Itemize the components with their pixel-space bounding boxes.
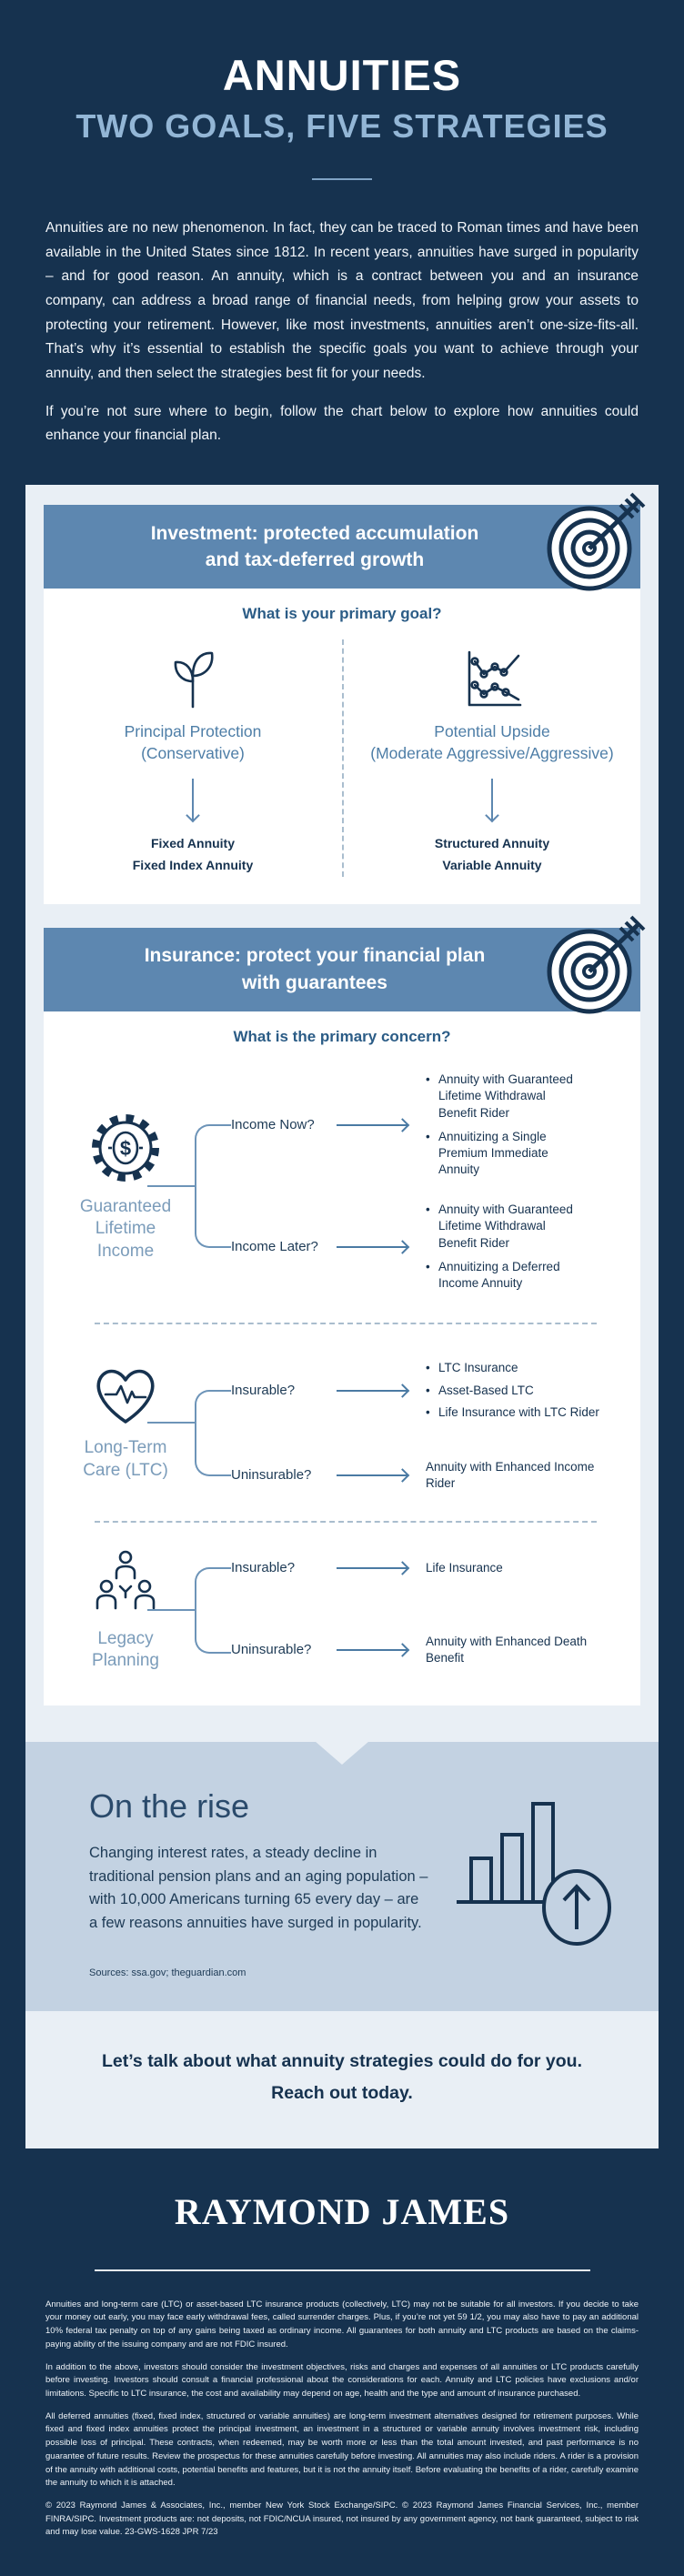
cta-section — [25, 2011, 659, 2148]
disclaimer-paragraph: Annuities and long-term care (LTC) or asset-based LTC insurance products (collectively, LTC) may not be suitable for all investors. If you decide to take your money out early, you may face early withdrawal fees, called surrender charges. Plus, if you’re not yet 59 1/2, you may also have to pay an additional 10% federal tax penalty on top of any gains being taxed as ordinary income. All guarantees for both annuity and LTC products are based on the claims-paying ability of the issuing company and are not FDIC insured. — [45, 2299, 639, 2350]
bar-chart-up-arrow-icon — [451, 1793, 624, 1947]
seedling-icon — [53, 647, 333, 710]
family-icon — [90, 1548, 161, 1619]
on-the-rise-heading: On the rise — [89, 1787, 250, 1826]
footer-divider — [95, 2269, 590, 2271]
branch-question: Insurable? — [231, 1383, 296, 1399]
intro-paragraph-2: If you’re not sure where to begin, follow the chart below to explore how annuities could enhance your financial plan. — [45, 403, 639, 444]
target-arrow-icon — [544, 913, 651, 1021]
flow-chart-wrapper — [25, 485, 659, 1742]
cta-line-2: Reach out today. — [271, 2082, 413, 2103]
flow-row-long-term-care — [67, 1350, 624, 1495]
branch-results: Annuity with Enhanced Income Rider — [426, 1459, 595, 1490]
line-chart-icon — [353, 647, 631, 710]
on-the-rise-body: Changing interest rates, a steady decline in traditional pension plans and an aging population – with 10,000 Americans turning 65 every day – are a few reasons annuities have surged in popularity. — [89, 1845, 428, 1931]
right-arrow — [337, 1390, 407, 1392]
page-title: ANNUITIES — [222, 51, 462, 99]
header — [0, 0, 684, 180]
goal-strategies: Structured Annuity Variable Annuity — [434, 836, 550, 872]
page-subtitle: TWO GOALS, FIVE STRATEGIES — [75, 107, 609, 145]
branch-results: • Annuity with Guaranteed Lifetime Withdrawal Benefit Rider • Annuitizing a Single Premium Immediate Annuity — [426, 1064, 585, 1185]
disclaimer-paragraph: In addition to the above, investors should consider the investment objectives, risks and charges and expenses of all annuities or LTC products carefully before investing. Investors should consult a financial professional about the considerations for each. Annuity and LTC policies have exclusions and/or limitations. Specific to LTC insurance, the cost and availability may depend on age, health and the type and amount of insurance purchased. — [45, 2361, 639, 2399]
branch-question: Uninsurable? — [231, 1467, 312, 1484]
header-divider — [312, 178, 372, 180]
svg-text:$: $ — [119, 1136, 132, 1160]
disclaimer-paragraph: © 2023 Raymond James & Associates, Inc., member New York Stock Exchange/SIPC. © 2023 Raymond James Financial Services, Inc., member FINRA/SIPC. Investment products are: not deposits, not FDIC/NCUA insured, not insured by any government agency, not bank guaranteed, subject to risk and may lose value. 23-GWS-1628 JPR 7/23 — [45, 2500, 639, 2538]
right-arrow — [337, 1246, 407, 1248]
intro-section — [0, 216, 684, 448]
insurance-band — [44, 928, 640, 1011]
goal-option-principal-protection — [44, 639, 342, 877]
branch-results: • LTC Insurance • Asset-Based LTC • Life Insurance with LTC Rider — [426, 1354, 599, 1426]
flow-row-legacy-planning — [67, 1548, 624, 1673]
goal-label: Principal Protection (Conservative) — [124, 721, 262, 762]
flow-label: Legacy Planning — [92, 1628, 159, 1671]
intro-paragraph-1: Annuities are no new phenomenon. In fact, they can be traced to Roman times and have been available in the United States since 1812. In recent years, annuities have surged in popularity – and for good reason. An annuity, which is a contract between you and an insurance company, can address a broad range of financial needs, from helping grow your assets to protecting your retirement. However, like most investments, annuities aren’t one-size-fits-all. That’s why it’s essential to establish the specific goals you want to achieve through your annuity, and then select the strategies best fit for your needs. — [45, 220, 639, 381]
gear-dollar-icon — [86, 1109, 165, 1187]
footer — [0, 2148, 684, 2576]
target-arrow-icon — [544, 490, 651, 598]
branch-question: Income Now? — [231, 1117, 315, 1133]
flow-label: Long-Term Care (LTC) — [83, 1438, 168, 1480]
raymond-james-logo: RAYMOND JAMES — [174, 2190, 510, 2232]
insurance-heading: Insurance: protect your financial plan with guarantees — [144, 945, 486, 993]
disclaimers — [45, 2299, 639, 2541]
right-arrow — [337, 1567, 407, 1569]
goal-option-potential-upside — [342, 639, 640, 877]
investment-content — [44, 589, 640, 904]
investment-heading: Investment: protected accumulation and tax-deferred growth — [150, 522, 479, 570]
flow-label: Guaranteed Lifetime Income — [79, 1196, 172, 1262]
branch-question: Income Later? — [231, 1239, 318, 1255]
down-arrow — [491, 779, 493, 820]
branch-question: Insurable? — [231, 1560, 296, 1576]
branch-bracket — [184, 1548, 231, 1673]
branch-results: • Annuity with Guaranteed Lifetime Withdrawal Benefit Rider • Annuitizing a Deferred Income Annuity — [426, 1194, 585, 1299]
branch-results: Annuity with Enhanced Death Benefit — [426, 1634, 588, 1665]
branch-bracket — [184, 1075, 231, 1297]
insurance-question: What is the primary concern? — [233, 1027, 451, 1045]
on-the-rise-sources: Sources: ssa.gov; theguardian.com — [89, 1967, 246, 1979]
branch-question: Uninsurable? — [231, 1642, 312, 1658]
disclaimer-paragraph: All deferred annuities (fixed, fixed index, structured or variable annuities) are long-term investment alternatives designed for retirement purposes. While fixed and fixed index annuities protect the principal investment, an investment in a structured or variable annuity involves investment risk, including possible loss of principal. These contracts, when redeemed, may be worth more or less than the total amount invested, and past performance is no guarantee of future results. Review the prospectus for these annuities carefully before investing. All annuities may also include riders. A rider is a provision of the annuity with additional costs, potential benefits and features, but it is not the annuity itself. Before evaluating the benefits of a rider, carefully examine the annuity to which it is attached. — [45, 2410, 639, 2489]
flow-row-guaranteed-lifetime-income — [67, 1072, 624, 1297]
cta-line-1: Let’s talk about what annuity strategies could do for you. — [101, 2051, 582, 2072]
right-arrow — [337, 1649, 407, 1651]
right-arrow — [337, 1474, 407, 1476]
goal-strategies: Fixed Annuity Fixed Index Annuity — [132, 836, 254, 872]
goal-label: Potential Upside (Moderate Aggressive/Aggressive) — [370, 721, 614, 762]
on-the-rise-section — [25, 1742, 659, 2011]
dashed-separator — [95, 1323, 597, 1324]
down-arrow — [192, 779, 194, 820]
branch-results: Life Insurance — [426, 1560, 503, 1575]
dashed-separator — [95, 1521, 597, 1523]
heart-pulse-icon — [89, 1363, 162, 1428]
investment-question: What is your primary goal? — [242, 604, 442, 622]
branch-bracket — [184, 1350, 231, 1495]
insurance-content — [44, 1011, 640, 1706]
investment-band — [44, 505, 640, 589]
right-arrow — [337, 1124, 407, 1126]
